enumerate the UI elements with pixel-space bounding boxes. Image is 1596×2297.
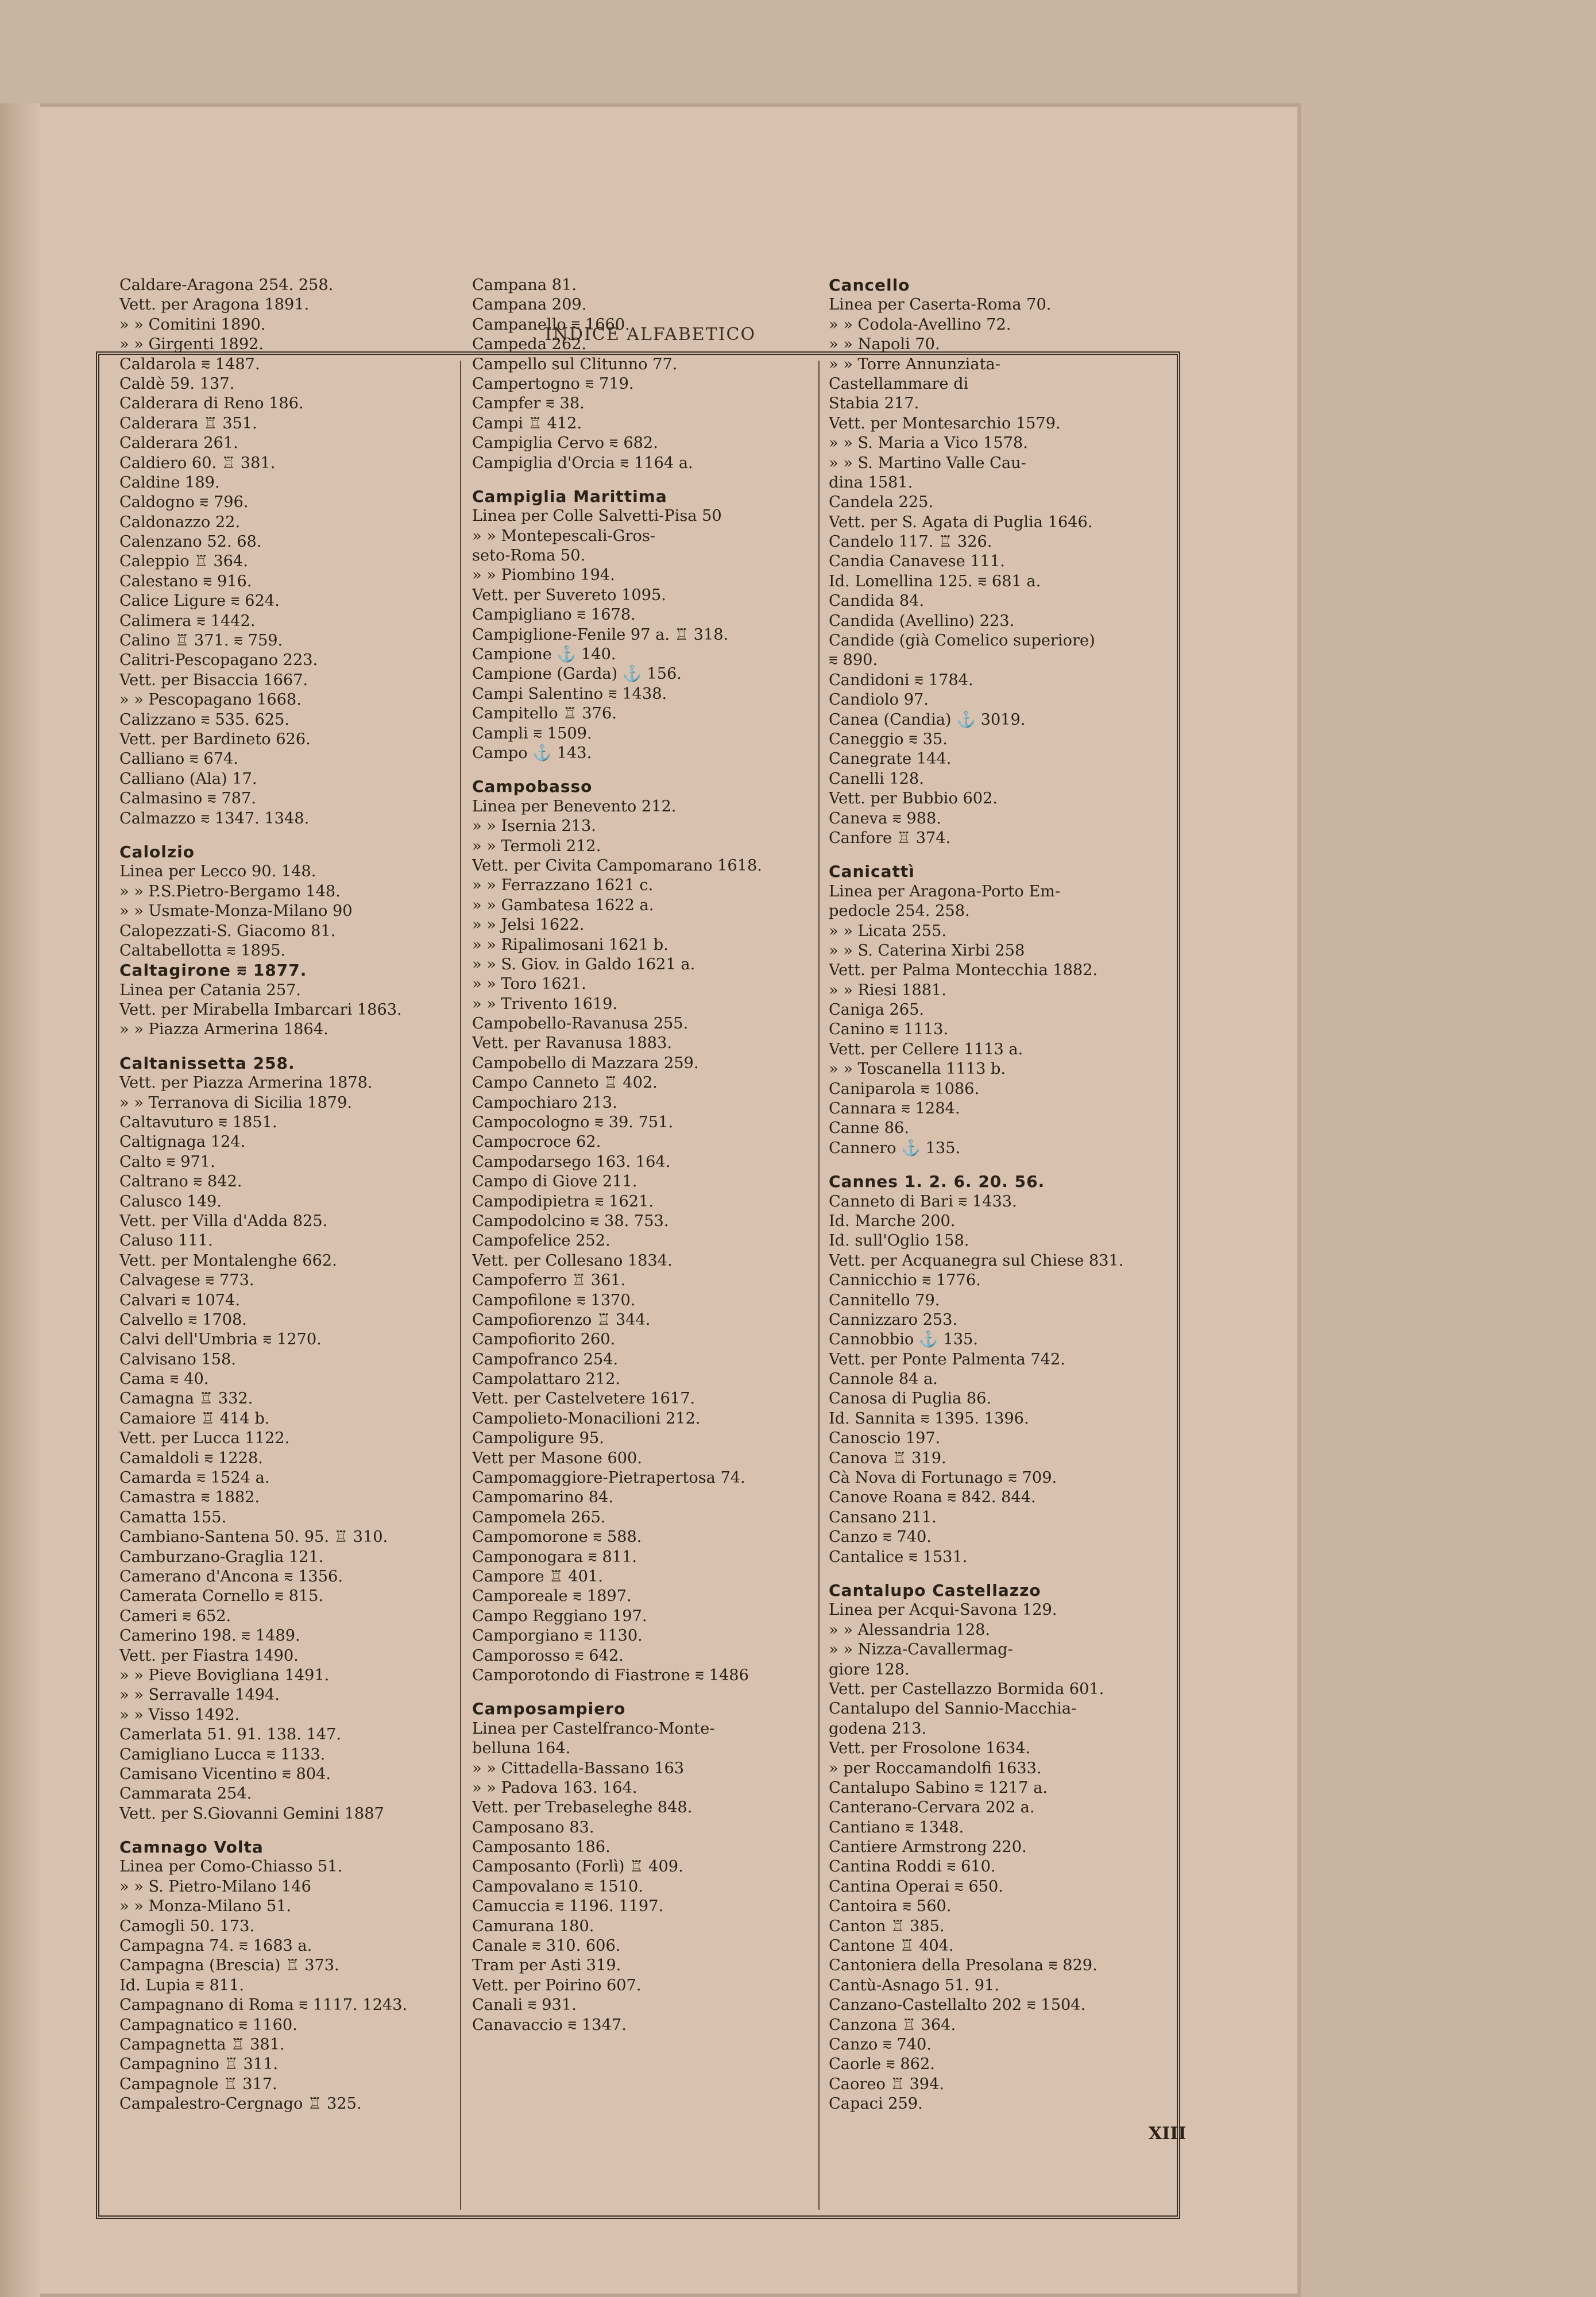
index-entry: Campagnatico ⩳ 1160. [119,2016,297,2034]
index-entry: Caldarola ⩳ 1487. [119,355,260,373]
index-entry: Cannobbio ⚓ 135. [829,1331,978,1349]
index-entry: Caldogno ⩳ 796. [119,493,249,512]
index-entry: Cannitello 79. [829,1291,940,1309]
index-entry: Caluso 111. [119,1232,213,1250]
index-entry: » » S. Giov. in Galdo 1621 a. [472,955,695,973]
index-entry: Linea per Caserta-Roma 70. [829,296,1052,314]
index-entry: Campo Reggiano 197. [472,1607,647,1625]
index-entry: Calderara ♖ 351. [119,414,257,432]
index-entry: Canne 86. [829,1119,909,1138]
index-column-2 [472,276,814,2035]
index-entry: Calestano ⩳ 916. [119,572,252,590]
index-entry: Calto ⩳ 971. [119,1153,215,1171]
index-heading: Campiglia Marittima [472,486,667,506]
index-entry: » » Usmate-Monza-Milano 90 [119,902,353,921]
index-entry: Canzo ⩳ 740. [829,1528,932,1546]
index-entry: Caniga 265. [829,1001,925,1019]
index-entry: Cantone ♖ 404. [829,1937,954,1955]
index-entry: » » Nizza-Cavallermag- [829,1641,1013,1659]
index-entry: Cantù-Asnago 51. 91. [829,1976,999,1994]
index-entry: » » Monza-Milano 51. [119,1897,292,1916]
index-entry: » » Girgenti 1892. [119,335,264,354]
index-entry: » » Termoli 212. [472,837,601,855]
index-entry: Campagnole ♖ 317. [119,2075,277,2093]
index-heading: Camposampiero [472,1699,626,1719]
index-entry: Vett. per Cellere 1113 a. [829,1040,1023,1058]
spacer [119,1824,464,1838]
index-entry: Campomela 265. [472,1508,606,1526]
index-entry: Linea per Castelfranco-Monte- [472,1719,715,1738]
spacer [829,1158,1185,1172]
column-separator [818,361,820,2210]
index-entry: Tram per Asti 319. [472,1956,621,1975]
index-entry: Camagna ♖ 332. [119,1390,253,1408]
index-entry: Canoscio 197. [829,1429,941,1448]
index-entry: » » Pieve Bovigliana 1491. [119,1666,330,1684]
index-heading: Canicattì [829,862,915,881]
index-entry: Cama ⩳ 40. [119,1370,209,1389]
index-column-1 [119,276,464,2114]
index-entry: Id. Sannita ⩳ 1395. 1396. [829,1409,1029,1428]
index-entry: Vett. per S.Giovanni Gemini 1887 [119,1804,384,1823]
index-entry: » » Ferrazzano 1621 c. [472,876,654,895]
index-entry: Caltrano ⩳ 842. [119,1173,242,1191]
index-entry: Candiolo 97. [829,691,929,709]
index-entry: Linea per Lecco 90. 148. [119,863,316,881]
index-entry: Cantoniera della Presolana ⩳ 829. [829,1956,1098,1975]
index-entry: » per Roccamandolfi 1633. [829,1759,1042,1777]
index-heading: Campobasso [472,777,593,796]
index-entry: Linea per Como-Chiasso 51. [119,1858,343,1876]
page-header: INDICE ALFABETICO [544,324,756,345]
index-entry: » » S. Martino Valle Cau- [829,454,1026,472]
index-entry: Id. sull'Oglio 158. [829,1232,969,1250]
index-entry: Vett. per Bubbio 602. [829,790,998,808]
index-entry: Canzo ⩳ 740. [829,2035,932,2054]
index-entry: Vett. per Suvereto 1095. [472,586,666,604]
index-entry: Camogli 50. 173. [119,1917,255,1935]
index-entry: Campalestro-Cergnago ♖ 325. [119,2095,362,2113]
index-entry: » » Torre Annunziata- [829,355,1000,373]
index-entry: Vett. per Bardineto 626. [119,730,311,748]
index-entry: Cantalupo Sabino ⩳ 1217 a. [829,1778,1048,1797]
index-entry: Campfer ⩳ 38. [472,395,585,413]
index-entry: Calizzano ⩳ 535. 625. [119,710,290,729]
index-entry: Vett. per Montesarchio 1579. [829,414,1061,432]
index-entry: Canton ♖ 385. [829,1917,945,1935]
index-entry: Campione (Garda) ⚓ 156. [472,665,682,683]
index-entry: Caneva ⩳ 988. [829,809,941,827]
index-entry: Vett. per Palma Montecchia 1882. [829,961,1098,980]
index-entry: Camaldoli ⩳ 1228. [119,1449,263,1467]
index-entry: Campitello ♖ 376. [472,705,617,723]
index-entry: » » Alessandria 128. [829,1621,991,1639]
index-entry: Candelo 117. ♖ 326. [829,533,992,551]
spacer [472,473,814,487]
index-entry: Linea per Colle Salvetti-Pisa 50 [472,507,722,525]
index-entry: Calderara di Reno 186. [119,395,304,413]
spacer [119,1040,464,1054]
index-entry: Cantoira ⩳ 560. [829,1897,952,1916]
index-entry: Calvi dell'Umbria ⩳ 1270. [119,1331,322,1349]
index-entry: Vett. per Acquanegra sul Chiese 831. [829,1251,1124,1270]
index-entry: Camponogara ⩳ 811. [472,1548,637,1566]
index-entry: Cannero ⚓ 135. [829,1139,961,1157]
index-entry: Calvagese ⩳ 773. [119,1271,254,1290]
spacer [472,763,814,777]
index-entry: » » S. Maria a Vico 1578. [829,434,1028,453]
index-entry: Campodolcino ⩳ 38. 753. [472,1212,669,1230]
index-entry: Campodipietra ⩳ 1621. [472,1192,654,1211]
index-entry: » » Gambatesa 1622 a. [472,896,654,914]
index-heading: Caltanissetta 258. [119,1053,295,1073]
index-entry: Calmasino ⩳ 787. [119,790,256,808]
index-entry: Vett. per Castellazzo Bormida 601. [829,1680,1104,1698]
index-entry: » » Licata 255. [829,922,947,940]
index-entry: Campi ♖ 412. [472,414,582,432]
index-entry: Canfore ♖ 374. [829,829,951,847]
index-entry: Vett per Masone 600. [472,1449,642,1467]
index-entry: Calitri-Pescopagano 223. [119,651,318,670]
index-entry: Campomorone ⩳ 588. [472,1528,642,1546]
index-entry: Campi Salentino ⩳ 1438. [472,685,667,703]
index-entry: Camerino 198. ⩳ 1489. [119,1627,300,1645]
index-entry: Vett. per Civita Campomarano 1618. [472,856,762,875]
index-heading: Camnago Volta [119,1838,264,1857]
index-entry: Campofelice 252. [472,1232,610,1250]
spacer [829,848,1185,862]
index-entry: Canove Roana ⩳ 842. 844. [829,1488,1036,1507]
index-entry: Canino ⩳ 1113. [829,1020,949,1039]
index-entry: Id. Lomellina 125. ⩳ 681 a. [829,572,1041,590]
index-entry: Camburzano-Graglia 121. [119,1548,324,1566]
index-entry: Linea per Catania 257. [119,981,302,999]
index-entry: Campoferro ♖ 361. [472,1271,626,1290]
index-entry: » » Serravalle 1494. [119,1686,280,1704]
index-entry: Canale ⩳ 310. 606. [472,1937,621,1955]
index-entry: » » Codola-Avellino 72. [829,315,1011,334]
index-heading: Calolzio [119,842,195,861]
index-entry: Calliano ⩳ 674. [119,750,238,768]
index-entry: Vett. per Piazza Armerina 1878. [119,1074,373,1092]
index-entry: » » Comitini 1890. [119,315,266,334]
index-entry: Cannole 84 a. [829,1370,938,1389]
index-entry: Caldare-Aragona 254. 258. [119,276,334,294]
index-entry: Canavaccio ⩳ 1347. [472,2016,627,2034]
index-entry: Canzano-Castellalto 202 ⩳ 1504. [829,1996,1086,2014]
index-entry: » » Terranova di Sicilia 1879. [119,1093,353,1112]
index-entry: Canali ⩳ 931. [472,1996,577,2014]
index-entry: Caldiero 60. ♖ 381. [119,454,276,472]
index-entry: Vett. per Ponte Palmenta 742. [829,1350,1065,1368]
index-heading: Cannes 1. 2. 6. 20. 56. [829,1172,1045,1192]
index-entry: Campoligure 95. [472,1429,604,1448]
index-entry: » » Piombino 194. [472,566,615,585]
index-entry: Campagnetta ♖ 381. [119,2035,285,2054]
index-entry: Camarda ⩳ 1524 a. [119,1469,270,1487]
index-entry: Camporosso ⩳ 642. [472,1646,624,1665]
index-entry: Camposanto (Forlì) ♖ 409. [472,1858,683,1876]
index-entry: Campagnino ♖ 311. [119,2055,279,2074]
index-entry: Camposanto 186. [472,1838,610,1857]
index-entry: Candida 84. [829,592,925,610]
index-entry: Caltignaga 124. [119,1133,246,1151]
index-entry: Vett. per Aragona 1891. [119,296,310,314]
index-entry: Camigliano Lucca ⩳ 1133. [119,1745,326,1764]
index-entry: seto-Roma 50. [472,547,586,565]
index-entry: Canea (Candia) ⚓ 3019. [829,710,1026,729]
index-entry: » » Visso 1492. [119,1706,240,1724]
index-entry: Vett. per Ravanusa 1883. [472,1034,673,1053]
index-entry: ⩳ 890. [829,651,878,670]
index-entry: pedocle 254. 258. [829,902,970,921]
index-entry: Campiglia d'Orcia ⩳ 1164 a. [472,454,693,472]
index-entry: Canelli 128. [829,769,924,788]
index-entry: Campobello-Ravanusa 255. [472,1015,689,1033]
index-entry: Canosa di Puglia 86. [829,1390,992,1408]
index-entry: Caoreo ♖ 394. [829,2075,945,2093]
index-entry: Cantiere Armstrong 220. [829,1838,1027,1857]
index-entry: Caldine 189. [119,473,220,492]
index-entry: Calderara 261. [119,434,238,453]
index-entry: Canova ♖ 319. [829,1449,946,1467]
index-entry: Candida (Avellino) 223. [829,612,1015,630]
index-entry: Canterano-Cervara 202 a. [829,1799,1035,1817]
index-entry: » » S. Pietro-Milano 146 [119,1877,311,1896]
index-entry: Vett. per Montalenghe 662. [119,1251,337,1270]
index-entry: Campodarsego 163. 164. [472,1153,671,1171]
index-entry: Caldè 59. 137. [119,374,235,393]
index-entry: » » Padova 163. 164. [472,1778,637,1797]
index-entry: dina 1581. [829,473,913,492]
index-entry: Campore ♖ 401. [472,1568,603,1586]
index-entry: Cantina Operai ⩳ 650. [829,1877,1003,1896]
index-entry: Cannara ⩳ 1284. [829,1100,960,1118]
index-entry: Calvello ⩳ 1708. [119,1310,247,1329]
index-entry: Cammarata 254. [119,1785,252,1803]
index-entry: Campofiorenzo ♖ 344. [472,1310,651,1329]
index-entry: Calusco 149. [119,1192,222,1211]
index-entry: Canegrate 144. [829,750,952,768]
index-entry: Campolattaro 212. [472,1370,621,1389]
spacer [119,829,464,842]
index-entry: Campana 81. [472,276,577,294]
index-entry: » » P.S.Pietro-Bergamo 148. [119,882,341,900]
index-entry: Id. Lupia ⩳ 811. [119,1976,245,1994]
index-entry: Caleppio ♖ 364. [119,552,248,571]
index-entry: Cannizzaro 253. [829,1310,958,1329]
index-entry: Calimera ⩳ 1442. [119,612,256,630]
index-entry: Caltavuturo ⩳ 1851. [119,1113,277,1132]
index-entry: Campanello ⩳ 1660. [472,315,630,334]
index-entry: Campli ⩳ 1509. [472,724,592,743]
index-entry: Cantalupo del Sannio-Macchia- [829,1700,1077,1718]
index-entry: Candide (già Comelico superiore) [829,632,1095,650]
index-entry: Vett. per S. Agata di Puglia 1646. [829,513,1093,531]
index-entry: godena 213. [829,1719,927,1738]
index-entry: Campagna (Brescia) ♖ 373. [119,1956,339,1975]
index-entry: Vett. per Lucca 1122. [119,1429,290,1448]
index-entry: Camposano 83. [472,1818,594,1836]
index-entry: Campertogno ⩳ 719. [472,374,634,393]
index-entry: Vett. per Frosolone 1634. [829,1739,1031,1758]
index-heading: Cancello [829,276,910,295]
index-entry: Vett. per Poirino 607. [472,1976,642,1994]
index-entry: Camporeale ⩳ 1897. [472,1587,632,1606]
index-entry: Camerata Cornello ⩳ 815. [119,1587,324,1606]
index-entry: » » Pescopagano 1668. [119,691,302,709]
index-entry: Campo di Giove 211. [472,1173,637,1191]
index-entry: » » Trivento 1619. [472,995,618,1013]
index-entry: Campiglia Cervo ⩳ 682. [472,434,658,453]
index-entry: Capaci 259. [829,2095,923,2113]
index-entry: Canzona ♖ 364. [829,2016,956,2034]
index-entry: Campione ⚓ 140. [472,645,616,664]
index-entry: Vett. per Mirabella Imbarcari 1863. [119,1001,402,1019]
index-entry: Calino ♖ 371. ⩳ 759. [119,632,283,650]
index-entry: Campigliano ⩳ 1678. [472,606,636,624]
index-entry: » » Toscanella 1113 b. [829,1060,1006,1078]
index-entry: Camporgiano ⩳ 1130. [472,1627,643,1645]
index-entry: Camerlata 51. 91. 138. 147. [119,1726,342,1744]
index-entry: Campello sul Clitunno 77. [472,355,678,373]
index-entry: Id. Marche 200. [829,1212,956,1230]
index-entry: Camurana 180. [472,1917,594,1935]
index-entry: Campiglione-Fenile 97 a. ♖ 318. [472,625,729,644]
index-entry: Campovalano ⩳ 1510. [472,1877,643,1896]
index-entry: Cameri ⩳ 652. [119,1607,231,1625]
index-entry: Candidoni ⩳ 1784. [829,671,973,689]
index-entry: » » Ripalimosani 1621 b. [472,935,668,954]
index-entry: Vett. per Fiastra 1490. [119,1646,299,1665]
spacer [829,1567,1185,1581]
index-entry: Campocologno ⩳ 39. 751. [472,1113,674,1132]
index-entry: Linea per Acqui-Savona 129. [829,1601,1057,1619]
index-entry: Campagna 74. ⩳ 1683 a. [119,1937,312,1955]
index-heading: Cantalupo Castellazzo [829,1581,1041,1600]
index-entry: Campo ⚓ 143. [472,744,592,762]
index-entry: Campana 209. [472,296,587,314]
index-entry: Camastra ⩳ 1882. [119,1488,260,1507]
index-entry: Camatta 155. [119,1508,227,1526]
index-entry: Vett. per Villa d'Adda 825. [119,1212,328,1230]
index-entry: Campofranco 254. [472,1350,619,1368]
index-entry: Caneggio ⩳ 35. [829,730,948,748]
index-entry: » » Riesi 1881. [829,981,946,999]
index-entry: Camisano Vicentino ⩳ 804. [119,1765,331,1783]
index-entry: » » Toro 1621. [472,975,586,993]
index-entry: Vett. per Trebaseleghe 848. [472,1799,693,1817]
index-heading: Caltagirone ⩳ 1877. [119,961,307,980]
index-entry: Camaiore ♖ 414 b. [119,1409,270,1428]
index-entry: Cantiano ⩳ 1348. [829,1818,964,1836]
index-entry: Vett. per Bisaccia 1667. [119,671,308,689]
index-entry: Cambiano-Santena 50. 95. ♖ 310. [119,1528,388,1546]
index-entry: » » Napoli 70. [829,335,940,354]
index-entry: Calliano (Ala) 17. [119,769,257,788]
index-entry: Linea per Aragona-Porto Em- [829,882,1061,900]
index-entry: » » Isernia 213. [472,817,596,836]
index-entry: Cantina Roddi ⩳ 610. [829,1858,996,1876]
index-entry: Cà Nova di Fortunago ⩳ 709. [829,1469,1057,1487]
index-entry: Caldonazzo 22. [119,513,241,531]
index-entry: » » Piazza Armerina 1864. [119,1020,329,1039]
index-entry: Calvisano 158. [119,1350,236,1368]
index-entry: Calmazzo ⩳ 1347. 1348. [119,809,310,827]
index-entry: Camuccia ⩳ 1196. 1197. [472,1897,664,1916]
index-entry: Candia Canavese 111. [829,552,1005,571]
index-entry: Stabia 217. [829,395,919,413]
index-entry: Calice Ligure ⩳ 624. [119,592,280,610]
index-entry: giore 128. [829,1660,910,1679]
index-entry: Campeda 262. [472,335,587,354]
index-entry: Caorle ⩳ 862. [829,2055,935,2074]
index-entry: Campo Canneto ♖ 402. [472,1074,658,1092]
index-entry: Camerano d'Ancona ⩳ 1356. [119,1568,343,1586]
index-entry: Campocroce 62. [472,1133,601,1151]
index-entry: Vett. per Castelvetere 1617. [472,1390,695,1408]
index-entry: Cansano 211. [829,1508,937,1526]
index-entry: Calenzano 52. 68. [119,533,262,551]
index-entry: Campolieto-Monacilioni 212. [472,1409,701,1428]
page-number: XIII [1149,2124,1187,2144]
index-entry: Campagnano di Roma ⩳ 1117. 1243. [119,1996,408,2014]
index-entry: belluna 164. [472,1739,571,1758]
index-entry: » » S. Caterina Xirbi 258 [829,941,1025,960]
index-entry: Linea per Benevento 212. [472,797,677,815]
index-entry: Candela 225. [829,493,934,512]
index-entry: Campobello di Mazzara 259. [472,1054,699,1072]
index-entry: Cannicchio ⩳ 1776. [829,1271,981,1290]
index-entry: Caltabellotta ⩳ 1895. [119,941,286,960]
index-entry: Caniparola ⩳ 1086. [829,1080,980,1098]
index-entry: Campochiaro 213. [472,1093,617,1112]
index-entry: Campomaggiore-Pietrapertosa 74. [472,1469,745,1487]
index-entry: Canneto di Bari ⩳ 1433. [829,1192,1017,1211]
index-column-3 [829,276,1185,2114]
index-entry: Calvari ⩳ 1074. [119,1291,240,1309]
index-entry: Campofiorito 260. [472,1331,616,1349]
index-entry: Cantalice ⩳ 1531. [829,1548,968,1566]
index-entry: » » Cittadella-Bassano 163 [472,1759,685,1777]
index-entry: Calopezzati-S. Giacomo 81. [119,922,336,940]
index-entry: » » Jelsi 1622. [472,916,585,934]
index-entry: » » Montepescali-Gros- [472,527,655,545]
index-entry: Campofilone ⩳ 1370. [472,1291,636,1309]
index-entry: Vett. per Collesano 1834. [472,1251,673,1270]
index-entry: Camporotondo di Fiastrone ⩳ 1486 [472,1666,749,1684]
index-entry: Campomarino 84. [472,1488,614,1507]
spacer [472,1685,814,1699]
index-entry: Castellammare di [829,374,969,393]
